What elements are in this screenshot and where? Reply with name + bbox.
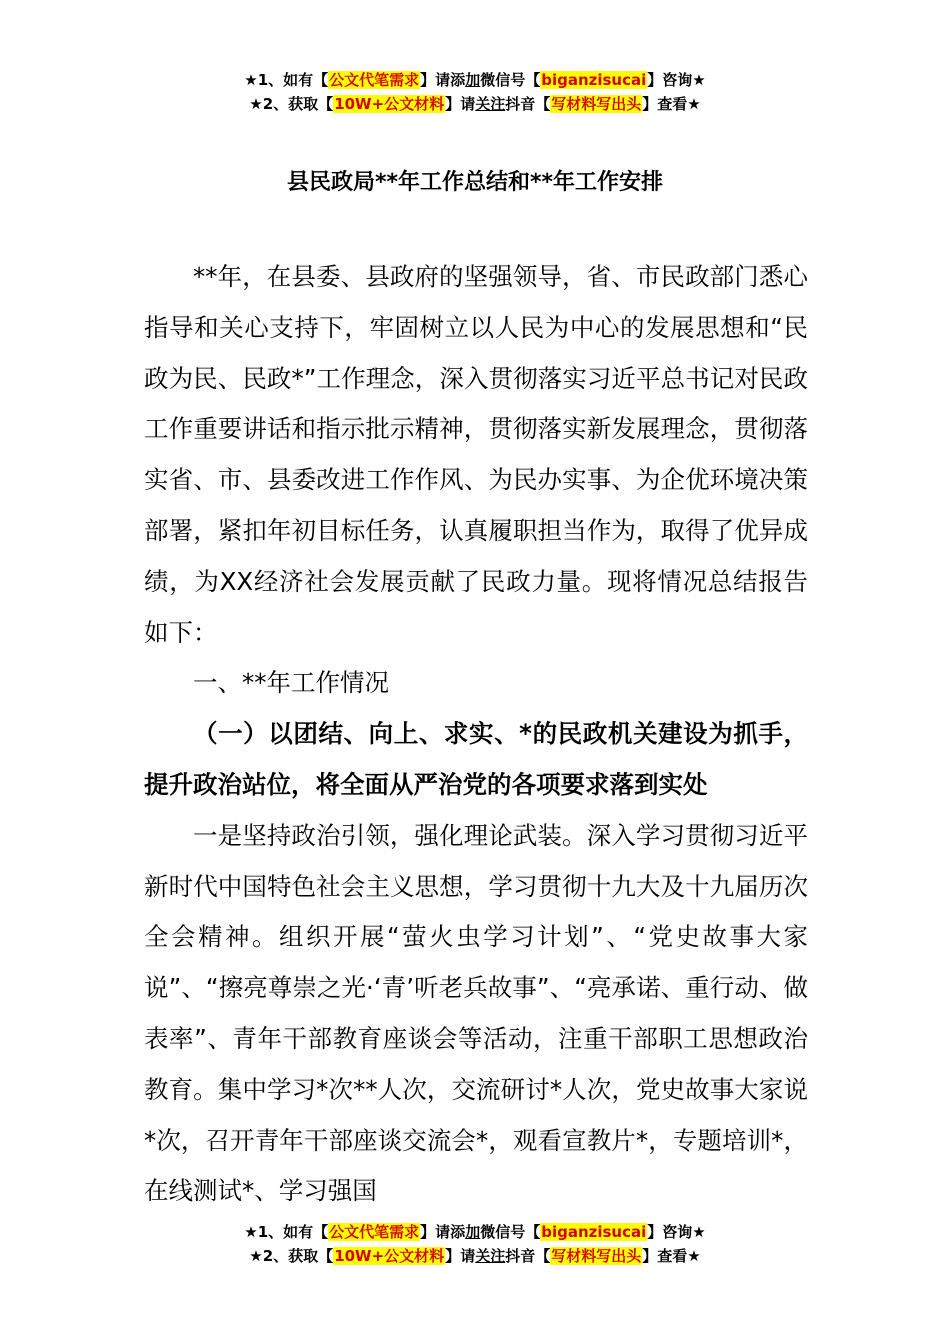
document-body	[144, 252, 808, 1217]
footer-highlight-wechat-id: biganzisucai	[541, 1223, 647, 1241]
footer-highlight-douyin-id: 写材料写出头	[551, 1247, 642, 1265]
document-title: 县民政局**年工作总结和**年工作安排	[286, 170, 664, 195]
banner-line-2: ★2、获取【10W+公文材料】请关注抖音【写材料写出头】查看★	[249, 95, 701, 113]
highlight-wechat-id: biganzisucai	[541, 71, 647, 89]
subsection-heading: （一）以团结、向上、求实、*的民政机关建设为抓手，提升政治站位，将全面从严治党的各项要求落到实处	[144, 719, 808, 799]
highlight-douyin-id: 写材料写出头	[551, 95, 642, 113]
highlight-materials: 10W+公文材料	[334, 95, 445, 113]
footer-banner-line-1: ★1、如有【公文代笔需求】请添加微信号【biganzisucai】咨询★	[244, 1223, 706, 1241]
footer-banner	[0, 1220, 950, 1268]
header-banner	[0, 68, 950, 116]
footer-highlight-materials: 10W+公文材料	[334, 1247, 445, 1265]
footer-highlight-service: 公文代笔需求	[329, 1223, 420, 1241]
paragraph-intro: **年，在县委、县政府的坚强领导，省、市民政部门悉心指导和关心支持下，牢固树立以人民为中心的发展思想和“民政为民、民政*”工作理念，深入贯彻落实习近平总书记对民政工作重要讲话和指示批示精神，贯彻落实新发展理念，贯彻落实省、市、县委改进工作作风、为民办实事、为企优环境决策部署，紧扣年初目标任务，认真履职担当作为，取得了优异成绩，为XX经济社会发展贡献了民政力量。现将情况总结报告如下：	[144, 262, 808, 647]
highlight-service: 公文代笔需求	[329, 71, 420, 89]
footer-banner-line-2: ★2、获取【10W+公文材料】请关注抖音【写材料写出头】查看★	[249, 1247, 701, 1265]
paragraph-body: 一是坚持政治引领，强化理论武装。深入学习贯彻习近平新时代中国特色社会主义思想，学习贯彻十九大及十九届历次全会精神。组织开展“萤火虫学习计划”、“党史故事大家说”、“擦亮尊崇之光·‘青’听老兵故事”、“亮承诺、重行动、做表率”、青年干部教育座谈会等活动，注重干部职工思想政治教育。集中学习*次**人次，交流研讨*人次，党史故事大家说*次，召开青年干部座谈交流会*，观看宣教片*，专题培训*，在线测试*、学习强国	[144, 820, 808, 1206]
banner-line-1: ★1、如有【公文代笔需求】请添加微信号【biganzisucai】咨询★	[244, 71, 706, 89]
section-heading: 一、**年工作情况	[193, 668, 389, 698]
